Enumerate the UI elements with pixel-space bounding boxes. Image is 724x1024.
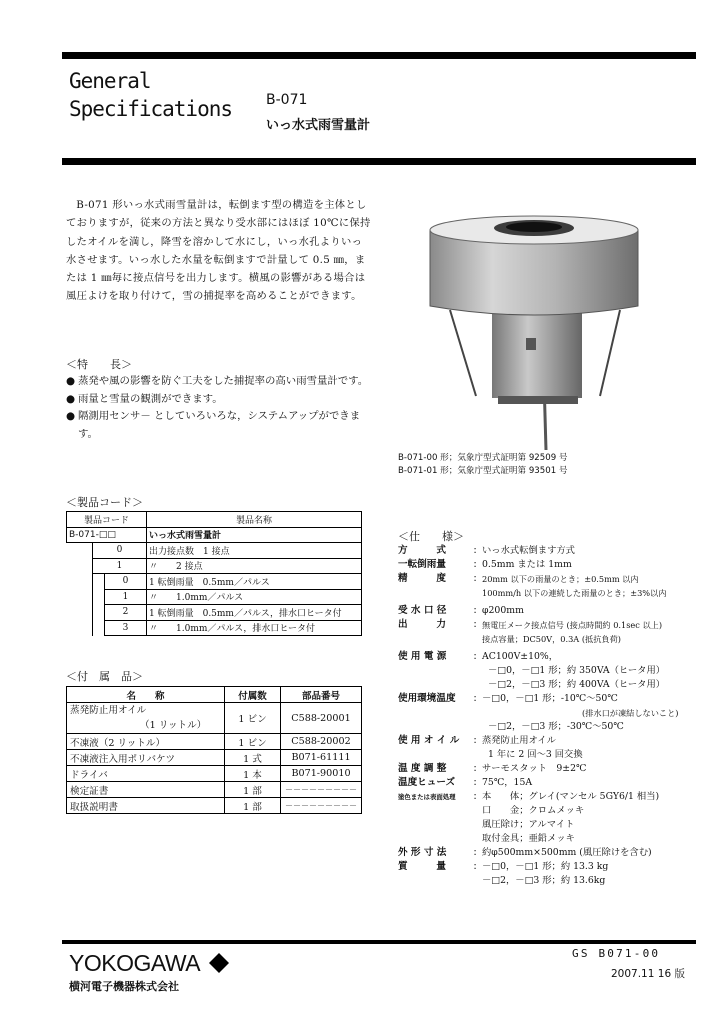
product-code-table [66,511,362,636]
base-code: B-071-□□ [67,527,147,543]
feature-item: ● 雨量と雪量の観測ができます。 [66,392,223,405]
spec-row: 温度ヒューズ : 75℃，15A [398,777,533,788]
spec-row: 出 力 : 無電圧メーク接点信号 (接点時間約 0.1sec 以上) [398,619,663,630]
spec-row: 風圧除け；アルマイト [482,819,575,830]
document-number: GS B071-00 [572,947,661,960]
spec-row: 口 金；クロムメッキ [482,805,585,816]
spec-row: 方 式 : いっ水式転倒ます方式 [398,545,575,556]
spec-row: 1 年に 2 回～3 回交換 [488,749,583,760]
feature-item: ● 蒸発や風の影響を防ぐ工夫をした捕捉率の高い雨雪量計です。 [66,375,369,387]
accessories-table [66,686,362,814]
top-rule [62,52,696,59]
caption-line-1: B-071-00 形；気象庁型式証明第 92509 号 [398,453,568,463]
product-photo [420,210,648,450]
header-bottom-rule [62,158,696,165]
table-row: 0 出力接点数 1 接点 [67,543,362,559]
col-code-header: 製品コード [67,512,147,528]
acc-col-name: 名 称 [67,687,225,703]
caption-line-2: B-071-01 形；気象庁型式証明第 93501 号 [398,466,568,476]
spec-row: 一転倒雨量 : 0.5mm または 1mm [398,559,572,570]
product-code-heading: ＜製品コード＞ [66,496,143,509]
spec-row: 使用環境温度 : －□0，－□1 形；-10℃～50℃ [398,693,618,704]
product-name: いっ水式雨雪量計 [266,118,371,133]
table-row: 2 1 転倒雨量 0.5mm／パルス，排水口ヒータ付 [67,605,362,621]
table-row: 取扱説明書 1 部 －－－－－－－－－ [67,798,362,814]
table-row: 検定証書 1 部 －－－－－－－－－ [67,782,362,798]
spec-row: 受 水 口 径 : φ200mm [398,605,524,616]
table-row: 不凍液注入用ポリバケツ 1 式 B071-61111 [67,750,362,766]
acc-col-qty: 付属数 [225,687,281,703]
revision-date: 2007.11 16 版 [611,968,685,980]
title-general: General [69,69,151,93]
feature-item: ● 隔測用センサ－ としていろいろな，システムアップができます。 [66,410,361,440]
spec-row: －□2，－□3 形；約 13.6kg [482,875,606,886]
spec-row: 精 度 : 20mm 以下の雨量のとき；±0.5mm 以内 [398,573,639,584]
acc-col-part: 部品番号 [281,687,362,703]
spec-row: (排水口が凍結しないこと) [582,708,679,718]
accessories-heading: ＜付 属 品＞ [66,670,143,683]
table-row: 不凍液（2 リットル） 1 ビン C588-20002 [67,734,362,750]
spec-row: 取付金具；亜鉛メッキ [482,833,575,844]
spec-row: 使 用 電 源 : AC100V±10%， [398,651,559,662]
spec-row: 温 度 調 整 : サーモスタット 9±2℃ [398,763,587,774]
table-row: 蒸発防止用オイル （1 リットル） 1 ビン C588-20001 [67,703,362,734]
spec-row: 塗色または表面処理 : 本 体；グレイ(マンセル 5GY6/1 相当) [398,791,660,802]
table-row: 3 〃 1.0mm／パルス，排水口ヒータ付 [67,620,362,636]
model-number: B-071 [266,92,308,108]
spec-row: 使 用 オ イ ル : 蒸発防止用オイル [398,735,556,746]
base-name: いっ水式雨雪量計 [147,527,362,543]
company-name: 横河電子機器株式会社 [69,980,179,993]
table-row: ドライバ 1 本 B071-90010 [67,766,362,782]
table-row: 1 〃 2 接点 [67,558,362,574]
features-heading: ＜特 長＞ [66,358,132,371]
footer-rule [62,940,696,944]
spec-row: －□2，－□3 形；-30℃～50℃ [488,721,624,732]
spec-row: －□0，－□1 形；約 350VA（ヒータ用） [488,665,666,676]
specs-list [398,544,698,888]
table-row: 1 〃 1.0mm／パルス [67,589,362,605]
spec-row: 外 形 寸 法 : 約φ500mm×500mm (風圧除けを含む) [398,847,652,858]
intro-paragraph: B-071 形いっ水式雨雪量計は，転倒ます型の構造を主体としておりますが，従来の方法と異なり受水部にはほぼ 10℃に保持したオイルを満し，降雪を溶かして水にし，いっ水孔よりいっ水させます。いっ水した水量を転倒ますで計量して 0.5 ㎜，または 1 ㎜毎に接点信号を出力します。横風の影響がある場合は風圧よけを取り付けて，雪の捕捉率を高めることができます。 [66,199,371,303]
photo-caption [398,452,568,478]
spec-row: 質 量 : －□0，－□1 形；約 13.3 kg [398,861,609,872]
spec-row: 100mm/h 以下の連続した雨量のとき；±3%以内 [482,588,667,598]
title-specifications: Specifications [69,97,233,121]
specs-heading: ＜仕 様＞ [398,530,464,543]
diamond-icon [209,953,229,973]
yokogawa-logo: YOKOGAWA [69,950,229,977]
spec-row: －□2，－□3 形；約 400VA（ヒータ用） [488,679,666,690]
features-list [66,373,376,443]
table-row: 0 1 転倒雨量 0.5mm／パルス [67,574,362,590]
spec-row: 接点容量；DC50V，0.3A (抵抗負荷) [482,634,621,644]
col-name-header: 製品名称 [147,512,362,528]
